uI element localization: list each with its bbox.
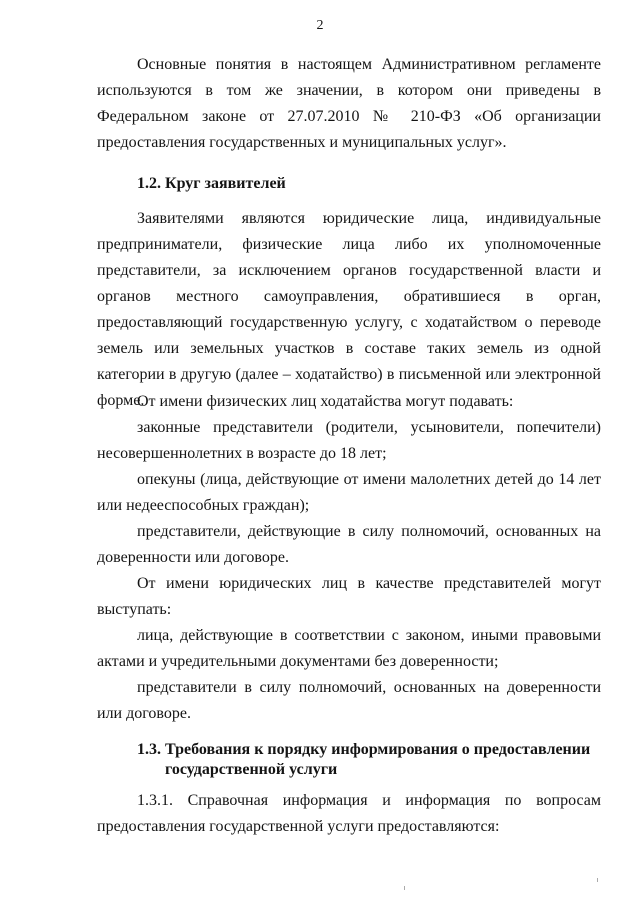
paragraph-basic-concepts: Основные понятия в настоящем Административном регламенте используются в том же значении, в котором они приведены в Федеральном законе от 27.07.2010 № 210-ФЗ «Об организации предоставления государственных и муниципальных услуг». xyxy=(97,56,601,151)
page-number: 2 xyxy=(316,18,324,33)
paragraph-representatives-attorney: представители в силу полномочий, основанных на доверенности или договоре. xyxy=(97,679,601,722)
section-heading-applicants: 1.2. Круг заявителей xyxy=(137,175,286,192)
paragraph-guardians: опекуны (лица, действующие от имени малолетних детей до 14 лет или недееспособных граждан); xyxy=(97,471,601,514)
paragraph-individuals-intro: От имени физических лиц ходатайства могут подавать: xyxy=(137,393,514,410)
paragraph-legal-entities-intro: От имени юридических лиц в качестве представителей могут выступать: xyxy=(97,575,601,618)
scan-speck xyxy=(597,878,598,882)
section-heading-informing xyxy=(137,740,601,780)
section-heading-line1: Требования к порядку информирования о предоставлении xyxy=(165,741,591,758)
scan-speck xyxy=(404,886,405,890)
paragraph-legal-representatives: законные представители (родители, усыновители, попечители) несовершеннолетних в возрасте до 18 лет; xyxy=(97,419,601,462)
paragraph-applicants: Заявителями являются юридические лица, индивидуальные предприниматели, физические лица либо их уполномоченные представители, за исключением органов государственной власти и органов местного самоуправления, обратившиеся в орган, предоставляющий государственную услугу, с ходатайством о переводе земель или земельных участков в составе таких земель из одной категории в другую (далее – ходатайство) в письменной или электронной форме. xyxy=(97,210,601,409)
section-heading-number: 1.3. xyxy=(137,741,161,758)
paragraph-representatives-power: представители, действующие в силу полномочий, основанных на доверенности или договоре. xyxy=(97,523,601,566)
paragraph-reference-info: 1.3.1. Справочная информация и информация по вопросам предоставления государственной услуги предоставляются: xyxy=(97,792,601,835)
paragraph-persons-by-law: лица, действующие в соответствии с законом, иными правовыми актами и учредительными документами без доверенности; xyxy=(97,627,601,670)
section-heading-line2: государственной услуги xyxy=(165,761,338,778)
